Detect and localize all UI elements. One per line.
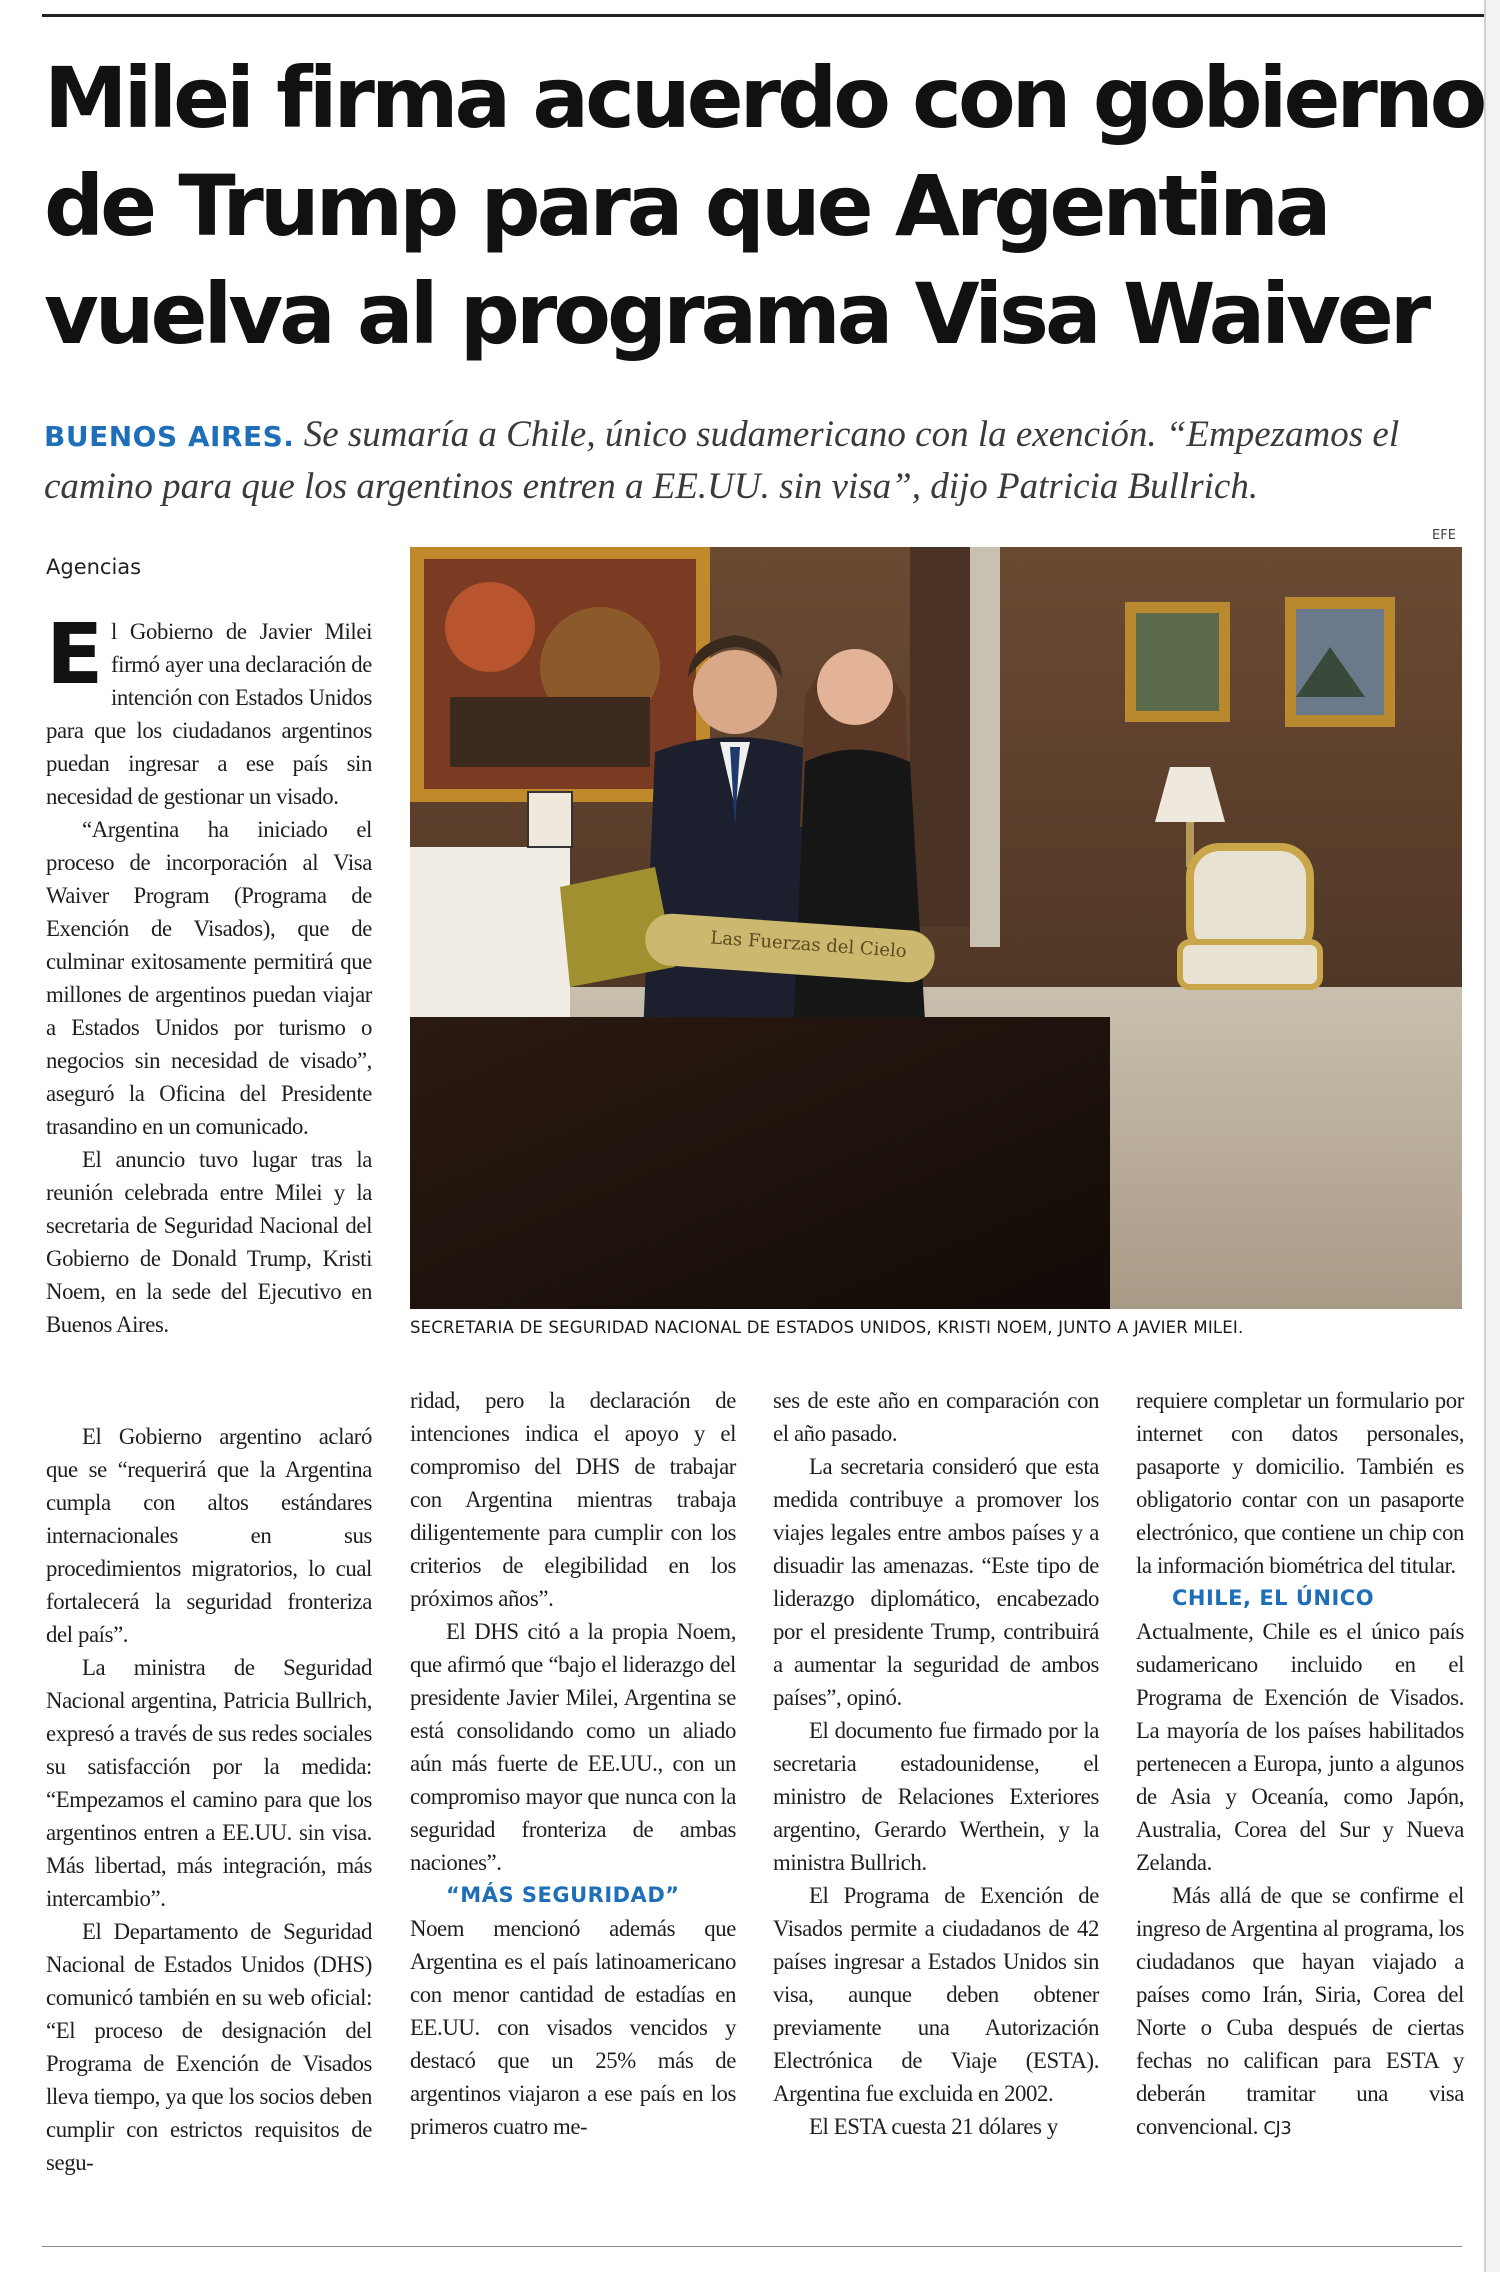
- column-4: [1136, 1384, 1464, 2145]
- headline-line-1: Milei firma acuerdo con gobierno: [44, 49, 1484, 147]
- drop-cap: E: [46, 605, 103, 703]
- paragraph: La ministra de Seguridad Nacional argentina, Patricia Bullrich, expresó a través de sus redes sociales su satisfacción por la medida: “Empezamos el camino para que los argentinos entren a EE.UU. sin visa. Más libertad, más integración, más intercambio”.: [46, 1655, 372, 1911]
- article-photo: [410, 547, 1462, 1309]
- headline: [44, 44, 1484, 368]
- column-1-bottom: [46, 1420, 372, 2179]
- dateline: BUENOS AIRES.: [44, 420, 295, 453]
- paragraph: El documento fue firmado por la secretaria estadounidense, el ministro de Relaciones Exteriores argentino, Gerardo Werthein, y la ministra Bullrich.: [773, 1718, 1099, 1875]
- end-mark: CJ3: [1263, 2118, 1292, 2139]
- subhead-chile-el-unico: CHILE, EL ÚNICO: [1172, 1586, 1375, 1610]
- paragraph-text: Más allá de que se confirme el ingreso de Argentina al programa, los ciudadanos que hayan viajado a países como Irán, Siria, Corea del Norte o Cuba después de ciertas fechas no califican para ESTA y deberán tramitar una visa convencional.: [1136, 1883, 1464, 2139]
- painting-small-right: [1285, 597, 1395, 727]
- headline-line-3: vuelva al programa Visa Waiver: [44, 265, 1428, 363]
- painting-small-left: [1125, 602, 1230, 722]
- paragraph: ridad, pero la declaración de intenciones indica el apoyo y el compromiso del DHS de trabajar con Argentina mientras trabaja diligentemente para cumplir con los criterios de elegibilidad en los próximos años”.: [410, 1388, 736, 1611]
- paragraph: La secretaria consideró que esta medida contribuye a promover los viajes legales entre ambos países y a disuadir las amenazas. “Este tipo de liderazgo diplomático, encabezado por el presidente Trump, contribuirá a aumentar la seguridad de ambos países”, opinó.: [773, 1454, 1099, 1710]
- paragraph: El Departamento de Seguridad Nacional de Estados Unidos (DHS) comunicó también en su web oficial: “El proceso de designación del Programa de Exención de Visados lleva tiempo, ya que los socios deben cumplir con estrictos requisitos de segu-: [46, 1919, 372, 2175]
- paragraph: El anuncio tuvo lugar tras la reunión celebrada entre Milei y la secretaria de Seguridad Nacional del Gobierno de Donald Trump, Kristi Noem, en la sede del Ejecutivo en Buenos Aires.: [46, 1147, 372, 1337]
- paragraph: ses de este año en comparación con el año pasado.: [773, 1388, 1099, 1446]
- top-rule: [42, 14, 1500, 17]
- bottom-rule: [42, 2246, 1462, 2247]
- column-3: [773, 1384, 1099, 2143]
- paragraph: requiere completar un formulario por internet con datos personales, pasaporte y domicilio. También es obligatorio contar con un pasaporte electrónico, que contiene un chip con la información biométrica del titular.: [1136, 1388, 1464, 1578]
- photo-credit: EFE: [1432, 528, 1456, 543]
- adjacent-page-edge: [1484, 0, 1500, 2272]
- column-2: [410, 1384, 736, 2143]
- chainsaw-engraving: Las Fuerzas del Cielo: [709, 927, 908, 963]
- paragraph: “Argentina ha iniciado el proceso de incorporación al Visa Waiver Program (Programa de Exención de Visados), que de culminar exitosamente permitirá que millones de argentinos puedan viajar a Estados Unidos por turismo o negocios sin necesidad de visado”, aseguró la Oficina del Presidente trasandino en un comunicado.: [46, 817, 372, 1139]
- byline: Agencias: [46, 555, 142, 579]
- paragraph: El ESTA cuesta 21 dólares y: [809, 2114, 1058, 2139]
- paragraph: El DHS citó a la propia Noem, que afirmó que “bajo el liderazgo del presidente Javier Milei, Argentina se está consolidando como un aliado aún más fuerte de EE.UU., con un compromiso mayor que nunca con la seguridad fronteriza de ambas naciones”.: [410, 1619, 736, 1875]
- paragraph: El Gobierno argentino aclaró que se “requerirá que la Argentina cumpla con altos estándares internacionales en sus procedimientos migratorios, lo cual fortalecerá la seguridad fronteriza del país”.: [46, 1424, 372, 1647]
- photo-caption: SECRETARIA DE SEGURIDAD NACIONAL DE ESTADOS UNIDOS, KRISTI NOEM, JUNTO A JAVIER MILEI.: [410, 1318, 1244, 1337]
- headline-line-2: de Trump para que Argentina: [44, 157, 1328, 255]
- paragraph-text: l Gobierno de Javier Milei firmó ayer una declaración de intención con Estados Unidos para que los ciudadanos argentinos puedan ingresar a ese país sin necesidad de gestionar un visado.: [46, 619, 372, 809]
- paragraph: [1136, 1879, 1464, 2145]
- column-1-top: [46, 605, 372, 1341]
- subhead-mas-seguridad: “MÁS SEGURIDAD”: [446, 1883, 680, 1907]
- deck-text: Se sumaría a Chile, único sudamericano con la exención. “Empezamos el camino para que los argentinos entren a EE.UU. sin visa”, dijo Patricia Bullrich.: [44, 414, 1400, 507]
- paragraph: El Programa de Exención de Visados permite a ciudadanos de 42 países ingresar a Estados Unidos sin visa, aunque deben obtener previamente una Autorización Electrónica de Viaje (ESTA). Argentina fue excluida en 2002.: [773, 1883, 1099, 2106]
- paragraph: [46, 605, 372, 813]
- armchair: [1180, 847, 1320, 987]
- paragraph: Actualmente, Chile es el único país sudamericano incluido en el Programa de Exención de Visados. La mayoría de los países habilitados pertenecen a Europa, junto a algunos de Asia y Oceanía, como Japón, Australia, Corea del Sur y Nueva Zelanda.: [1136, 1619, 1464, 1875]
- paragraph: Noem mencionó además que Argentina es el país latinoamericano con menor cantidad de estadías en EE.UU. con visados vencidos y destacó que un 25% más de argentinos viajaron a ese país en los primeros cuatro me-: [410, 1916, 736, 2139]
- deck: [44, 410, 1464, 512]
